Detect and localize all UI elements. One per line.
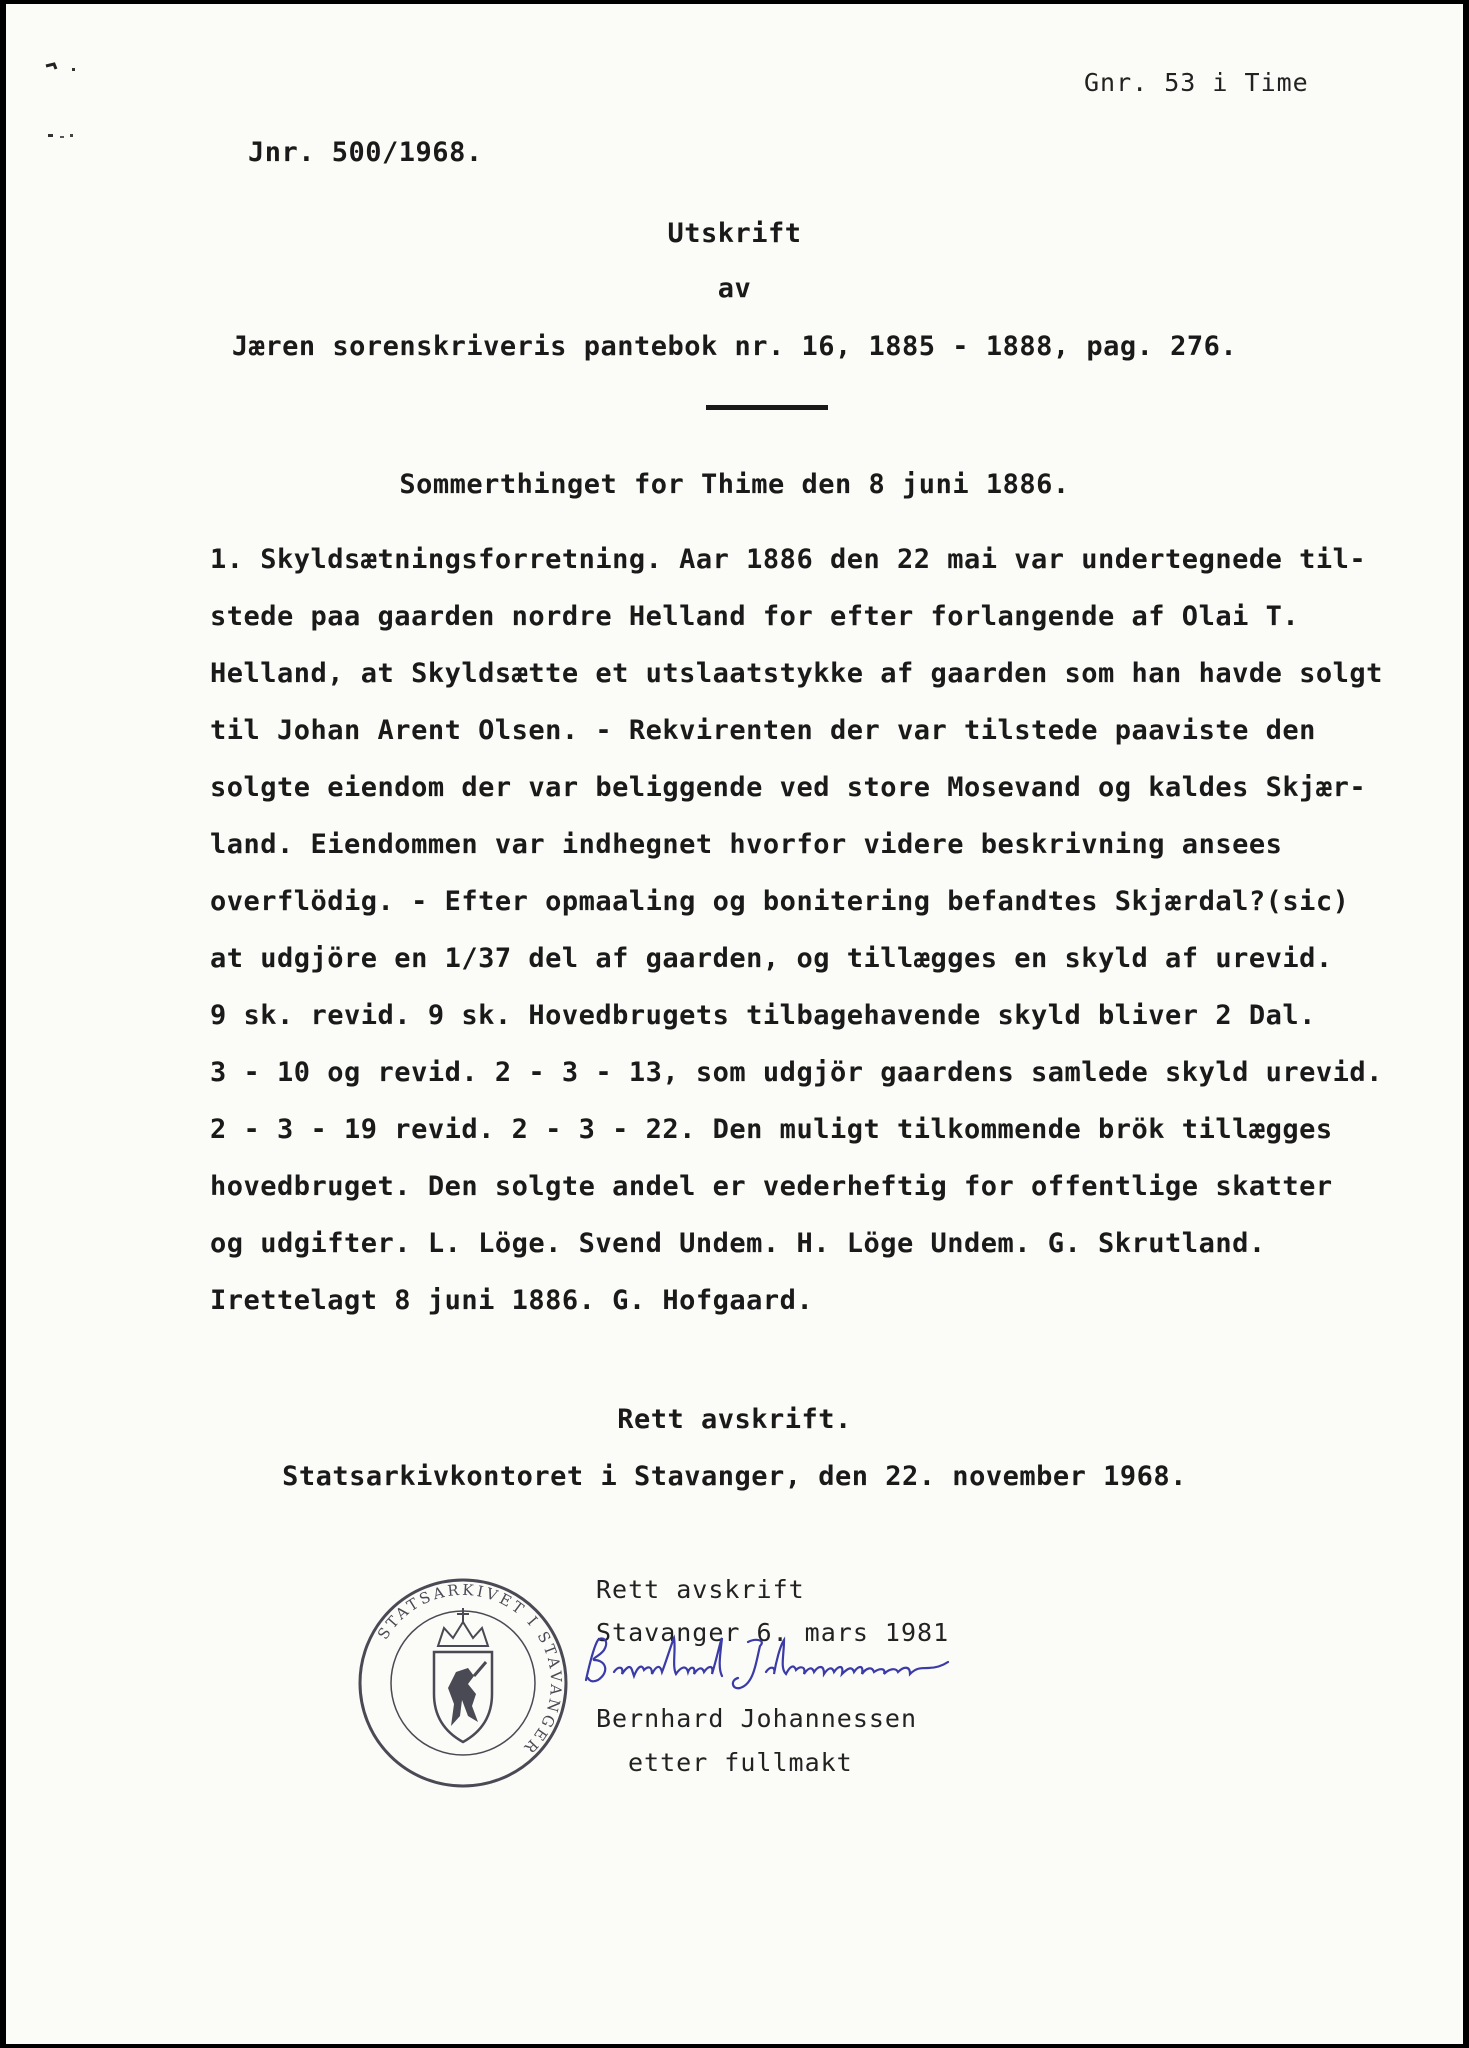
body-line: land. Eiendommen var indhegnet hvorfor videre beskrivning ansees xyxy=(210,829,1283,860)
body-line: Irettelagt 8 juni 1886. G. Hofgaard. xyxy=(210,1285,814,1316)
property-number: Gnr. 53 i Time xyxy=(1084,68,1309,97)
body-line: Helland, at Skyldsætte et utslaatstykke af gaarden som han havde solgt xyxy=(210,658,1383,689)
signatory-name: Bernhard Johannessen xyxy=(596,1704,918,1733)
body-line: solgte eiendom der var beliggende ved store Mosevand og kaldes Skjær- xyxy=(210,772,1367,803)
body-line: stede paa gaarden nordre Helland for efter forlangende af Olai T. xyxy=(210,601,1300,632)
handwritten-signature xyxy=(580,1632,952,1694)
body-line: 9 sk. revid. 9 sk. Hovedbrugets tilbagehavende skyld bliver 2 Dal. xyxy=(210,1000,1316,1031)
later-certification-heading: Rett avskrift xyxy=(596,1575,805,1604)
journal-number: Jnr. 500/1968. xyxy=(248,137,483,168)
document-title-connector: av xyxy=(717,273,752,304)
document-title: Utskrift xyxy=(667,218,802,249)
signatory-role: etter fullmakt xyxy=(628,1748,853,1777)
body-line: at udgjöre en 1/37 del af gaarden, og tillægges en skyld af urevid. xyxy=(210,943,1333,974)
body-line: 2 - 3 - 19 revid. 2 - 3 - 22. Den muligt tilkommende brök tillægges xyxy=(210,1114,1333,1145)
body-line: hovedbruget. Den solgte andel er vederheftig for offentlige skatter xyxy=(210,1171,1333,1202)
body-line: og udgifter. L. Löge. Svend Undem. H. Löge Undem. G. Skrutland. xyxy=(210,1228,1266,1259)
body-line: overflödig. - Efter opmaaling og bonitering befandtes Skjærdal?(sic) xyxy=(210,886,1350,917)
body-line: 1. Skyldsætningsforretning. Aar 1886 den 22 mai var undertegnede til- xyxy=(210,544,1367,575)
later-certification-place-date: Stavanger 6. mars 1981 xyxy=(596,1618,950,1647)
certification-office: Statsarkivkontoret i Stavanger, den 22. november 1968. xyxy=(282,1461,1187,1492)
body-line: til Johan Arent Olsen. - Rekvirenten der var tilstede paaviste den xyxy=(210,715,1316,746)
title-divider xyxy=(706,405,828,410)
archive-seal xyxy=(356,1576,571,1791)
document-source: Jæren sorenskriveris pantebok nr. 16, 1885 - 1888, pag. 276. xyxy=(231,331,1238,362)
document-page xyxy=(6,4,1463,2044)
body-line: 3 - 10 og revid. 2 - 3 - 13, som udgjör gaardens samlede skyld urevid. xyxy=(210,1057,1383,1088)
session-heading: Sommerthinget for Thime den 8 juni 1886. xyxy=(399,469,1070,500)
svg-text:STATSARKIVET I STAVANGER xyxy=(374,1581,565,1759)
certification-heading: Rett avskrift. xyxy=(617,1404,852,1435)
scan-margin-marks xyxy=(40,60,90,160)
signature-text: Bernhard Johannessen xyxy=(580,1632,593,1633)
seal-text: STATSARKIVET I STAVANGER xyxy=(373,1580,566,1759)
